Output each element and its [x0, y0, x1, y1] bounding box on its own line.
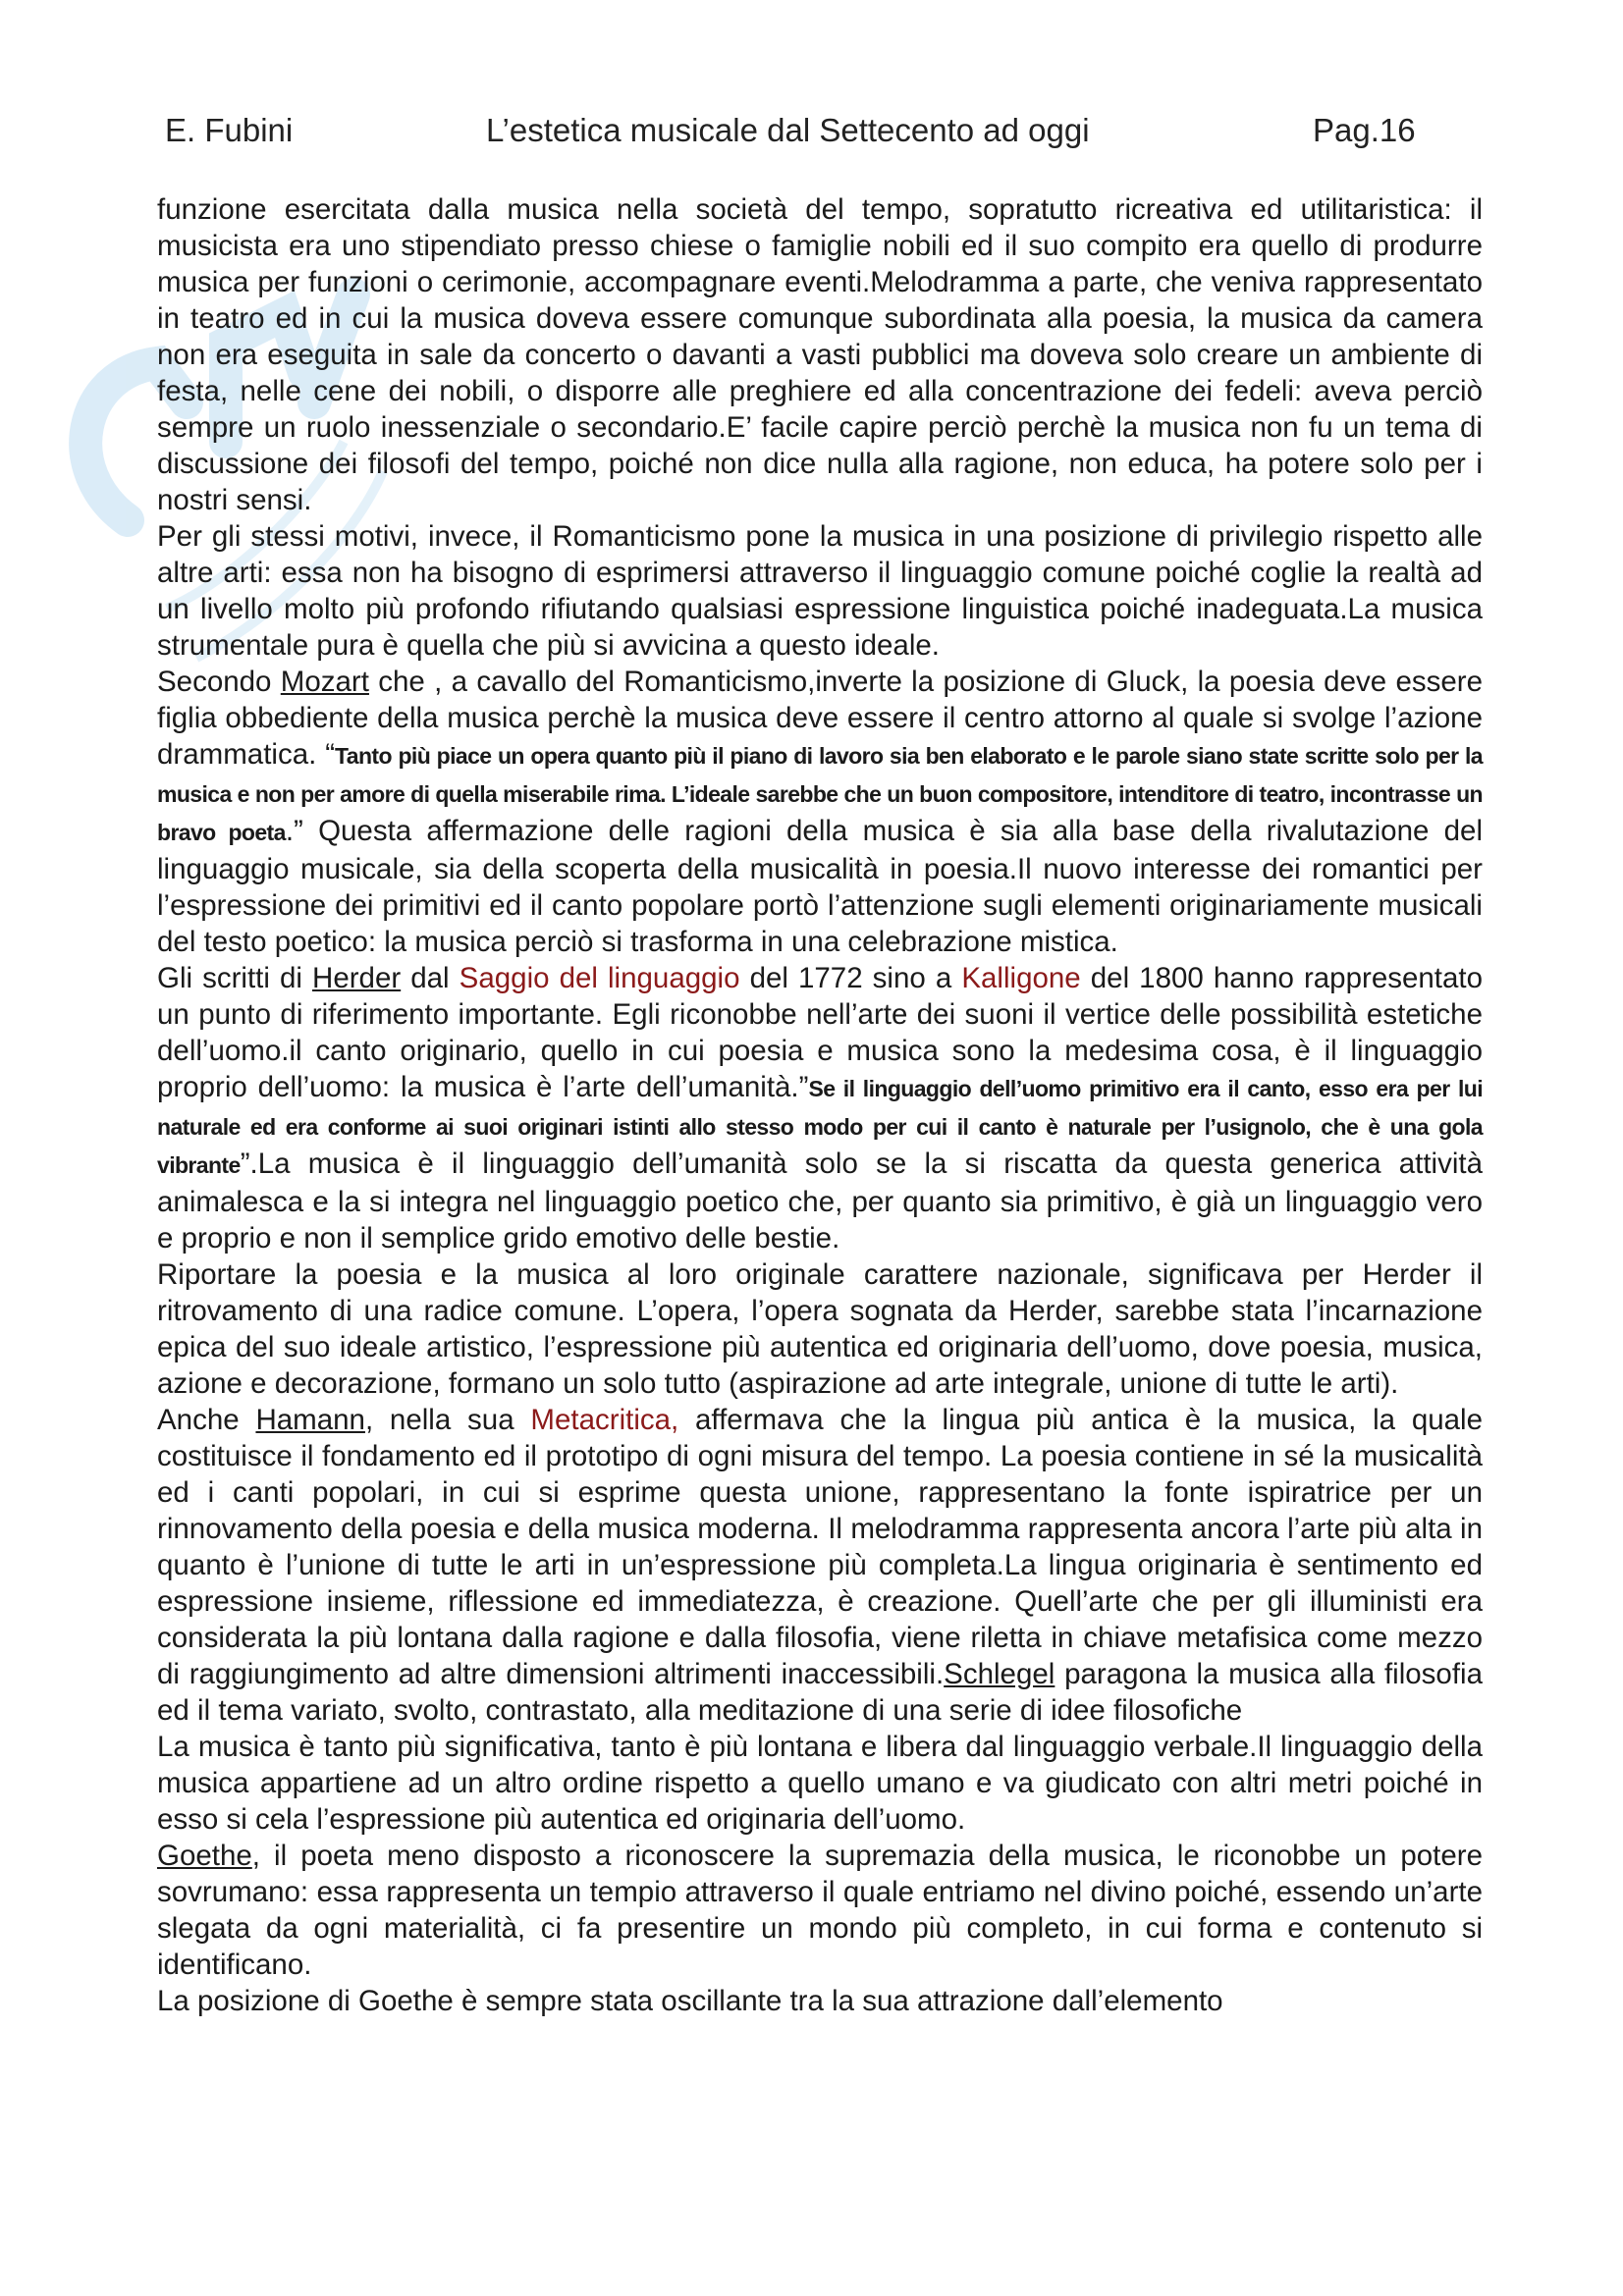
quote-herder: Se il linguaggio dell’uomo primitivo era il canto, esso era per lui naturale ed era conforme ai suoi originari istinti allo stesso modo per cui il canto è naturale per l’usignolo, che è una gola vibrante — [157, 1076, 1483, 1178]
page-header — [165, 112, 1422, 155]
paragraph: Goethe, il poeta meno disposto a riconoscere la supremazia della musica, le riconobbe un potere sovrumano: essa rappresenta un tempio attraverso il quale entriamo nel divino poiché, essendo un’arte slegata da ogni materialità, ci fa presentire un mondo più completo, in cui forma e contenuto si identificano. — [157, 1840, 1483, 1981]
paragraph: Gli scritti di Herder dal Saggio del linguaggio del 1772 sino a Kalligone del 1800 hanno rappresentato un punto di riferimento importante. Egli riconobbe nell’arte dei suoni il vertice delle possibilità estetiche dell’uomo.il canto originario, quello in cui poesia e musica sono la medesima cosa, è il linguaggio proprio dell’uomo: la musica è l’arte dell’umanità.”Se il linguaggio dell’uomo primitivo era il canto, esso era per lui naturale ed era conforme ai suoi originari istinti allo stesso modo per cui il canto è naturale per l’usignolo, che è una gola vibrante”.La musica è il linguaggio dell’umanità solo se la si riscatta da questa generica attività animalesca e la si integra nel linguaggio poetico che, per quanto sia primitivo, è già un linguaggio vero e proprio e non il semplice grido emotivo delle bestie. — [157, 962, 1483, 1255]
work-metacritica: Metacritica, — [530, 1404, 679, 1436]
paragraph: Anche Hamann, nella sua Metacritica, affermava che la lingua più antica è la musica, la quale costituisce il fondamento ed il prototipo di ogni misura del tempo. La poesia contiene in sé la musicalità ed i canti popolari, in cui si esprime questa unione, rappresentano la fonte ispiratrice per un rinnovamento della poesia e della musica moderna. Il melodramma rappresenta ancora l’arte più alta in quanto è l’unione di tutte le arti in un’espressione più completa.La lingua originaria è sentimento ed espressione insieme, riflessione ed immediatezza, è creazione. Quell’arte che per gli illuministi era considerata la più lontana dalla ragione e dalla filosofia, viene riletta in chiave metafisica come mezzo di raggiungimento ad altre dimensioni altrimenti inaccessibili.Schlegel paragona la musica alla filosofia ed il tema variato, svolto, contrastato, alla meditazione di una serie di idee filosofiche — [157, 1404, 1483, 1727]
work-saggio-del-linguaggio: Saggio del linguaggio — [459, 962, 740, 994]
paragraph: funzione esercitata dalla musica nella società del tempo, sopratutto ricreativa ed utilitaristica: il musicista era uno stipendiato presso chiese o famiglie nobili ed il suo compito era quello di produrre musica per funzioni o cerimonie, accompagnare eventi.Melodramma a parte, che veniva rappresentato in teatro ed in cui la musica doveva essere comunque subordinata alla poesia, la musica da camera non era eseguita in sale da concerto o davanti a vasti pubblici ma doveva solo creare un ambiente di festa, nelle cene dei nobili, o disporre alle preghiere ed alla concentrazione dei fedeli: aveva perciò sempre un ruolo inessenziale o secondario.E’ facile capire perciò perchè la musica non fu un tema di discussione dei filosofi del tempo, poiché non dice nulla alla ragione, non educa, ha potere solo per i nostri sensi. — [157, 193, 1483, 516]
paragraph: Secondo Mozart che , a cavallo del Romanticismo,inverte la posizione di Gluck, la poesia deve essere figlia obbediente della musica perchè la musica deve essere il centro attorno al quale si svolge l’azione drammatica. “Tanto più piace un opera quanto più il piano di lavoro sia ben elaborato e le parole siano state scritte solo per la musica e non per amore di quella miserabile rima. L’ideale sarebbe che un buon compositore, intenditore di teatro, incontrasse un bravo poeta.” Questa affermazione delle ragioni della musica è sia alla base della rivalutazione del linguaggio musicale, sia della scoperta della musicalità in poesia.Il nuovo interesse dei romantici per l’espressione dei primitivi ed il canto popolare portò l’attenzione sugli elementi originariamente musicali del testo poetico: la musica perciò si trasforma in una celebrazione mistica. — [157, 666, 1484, 958]
work-kalligone: Kalligone — [961, 962, 1081, 994]
quote-mozart: Tanto più piace un opera quanto più il piano di lavoro sia ben elaborato e le parole siano state scritte solo per la musica e non per amore di quella miserabile rima. L’ideale sarebbe che un buon compositore, intenditore di teatro, incontrasse un bravo poeta — [157, 743, 1483, 845]
link-hamann[interactable]: Hamann — [255, 1404, 365, 1436]
header-author: E. Fubini — [165, 112, 294, 148]
link-herder[interactable]: Herder — [312, 962, 402, 994]
link-schlegel[interactable]: Schlegel — [944, 1658, 1055, 1690]
paragraph: La posizione di Goethe è sempre stata oscillante tra la sua attrazione dall’elemento — [157, 1985, 1223, 2017]
paragraph: La musica è tanto più significativa, tanto è più lontana e libera dal linguaggio verbale.Il linguaggio della musica appartiene ad un altro ordine rispetto a quello umano e va giudicato con altri metri poiché in esso si cela l’espressione più autentica ed originaria dell’uomo. — [157, 1731, 1483, 1836]
header-title: L’estetica musicale dal Settecento ad oggi — [486, 112, 1090, 148]
paragraph: Riportare la poesia e la musica al loro originale carattere nazionale, significava per Herder il ritrovamento di una radice comune. L’opera, l’opera sognata da Herder, sarebbe stata l’incarnazione epica del suo ideale artistico, l’espressione più autentica ed originaria dell’uomo, dove poesia, musica, azione e decorazione, formano un solo tutto (aspirazione ad arte integrale, unione di tutte le arti). — [157, 1258, 1483, 1400]
link-mozart[interactable]: Mozart — [280, 666, 369, 698]
link-goethe[interactable]: Goethe — [157, 1840, 252, 1872]
paragraph: Per gli stessi motivi, invece, il Romanticismo pone la musica in una posizione di privilegio rispetto alle altre arti: essa non ha bisogno di esprimersi attraverso il linguaggio comune poiché coglie la realtà ad un livello molto più profondo rifiutando qualsiasi espressione linguistica poiché inadeguata.La musica strumentale pura è quella che più si avvicina a questo ideale. — [157, 520, 1483, 662]
header-page-number: Pag.16 — [1313, 112, 1416, 148]
document-body — [157, 191, 1483, 2019]
